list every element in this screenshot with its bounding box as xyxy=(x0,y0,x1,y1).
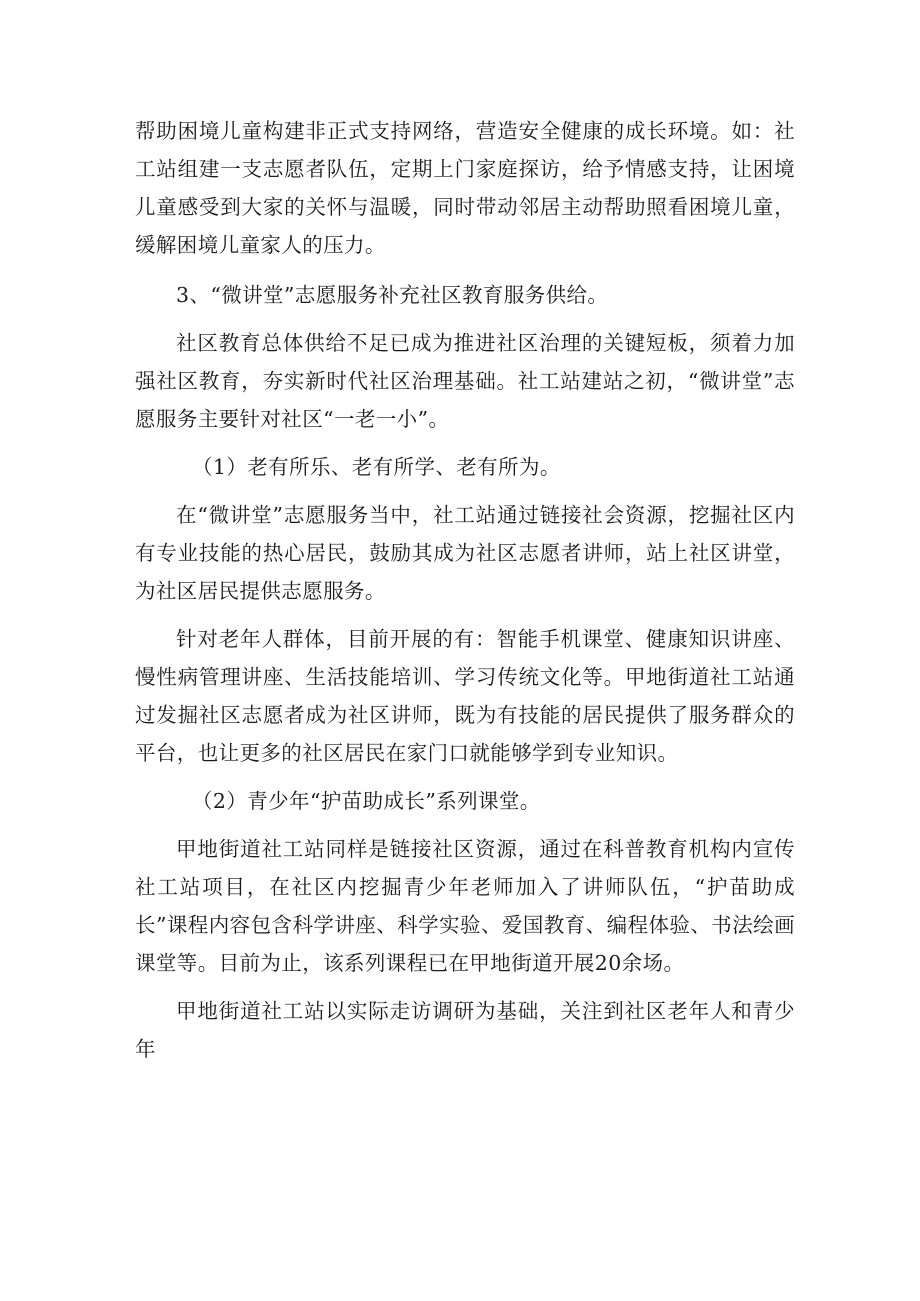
subheading-elderly: （1）老有所乐、老有所学、老有所为。 xyxy=(192,455,561,479)
paragraph-final-truncated: 甲地街道社工站以实际走访调研为基础，关注到社区老年人和青少年 xyxy=(135,999,795,1061)
subheading-youth: （2）青少年“护苗助成长”系列课堂。 xyxy=(192,789,541,813)
section-heading-micro-lecture: 3、“微讲堂”志愿服务补充社区教育服务供给。 xyxy=(176,283,609,307)
document-page xyxy=(135,112,795,1068)
paragraph-volunteer-lecturers: 在“微讲堂”志愿服务当中，社工站通过链接社会资源，挖掘社区内有专业技能的热心居民，鼓励其成为社区志愿者讲师，站上社区讲堂，为社区居民提供志愿服务。 xyxy=(135,503,795,603)
paragraph-youth-courses: 甲地街道社工站同样是链接社区资源，通过在科普教育机构内宣传社工站项目，在社区内挖掘青少年老师加入了讲师队伍，“护苗助成长”课程内容包含科学讲座、科学实验、爱国教育、编程体验、书法绘画课堂等。目前为止，该系列课程已在甲地街道开展20余场。 xyxy=(135,837,795,975)
paragraph-continuation: 帮助困境儿童构建非正式支持网络，营造安全健康的成长环境。如：社工站组建一支志愿者队伍，定期上门家庭探访，给予情感支持，让困境儿童感受到大家的关怀与温暖，同时带动邻居主动帮助照看困境儿童，缓解困境儿童家人的压力。 xyxy=(135,119,795,257)
paragraph-community-education: 社区教育总体供给不足已成为推进社区治理的关键短板，须着力加强社区教育，夯实新时代社区治理基础。社工站建站之初，“微讲堂”志愿服务主要针对社区“一老一小”。 xyxy=(135,331,795,431)
paragraph-elderly-courses: 针对老年人群体，目前开展的有：智能手机课堂、健康知识讲座、慢性病管理讲座、生活技能培训、学习传统文化等。甲地街道社工站通过发掘社区志愿者成为社区讲师，既为有技能的居民提供了服务群众的平台，也让更多的社区居民在家门口就能够学到专业知识。 xyxy=(135,627,795,765)
